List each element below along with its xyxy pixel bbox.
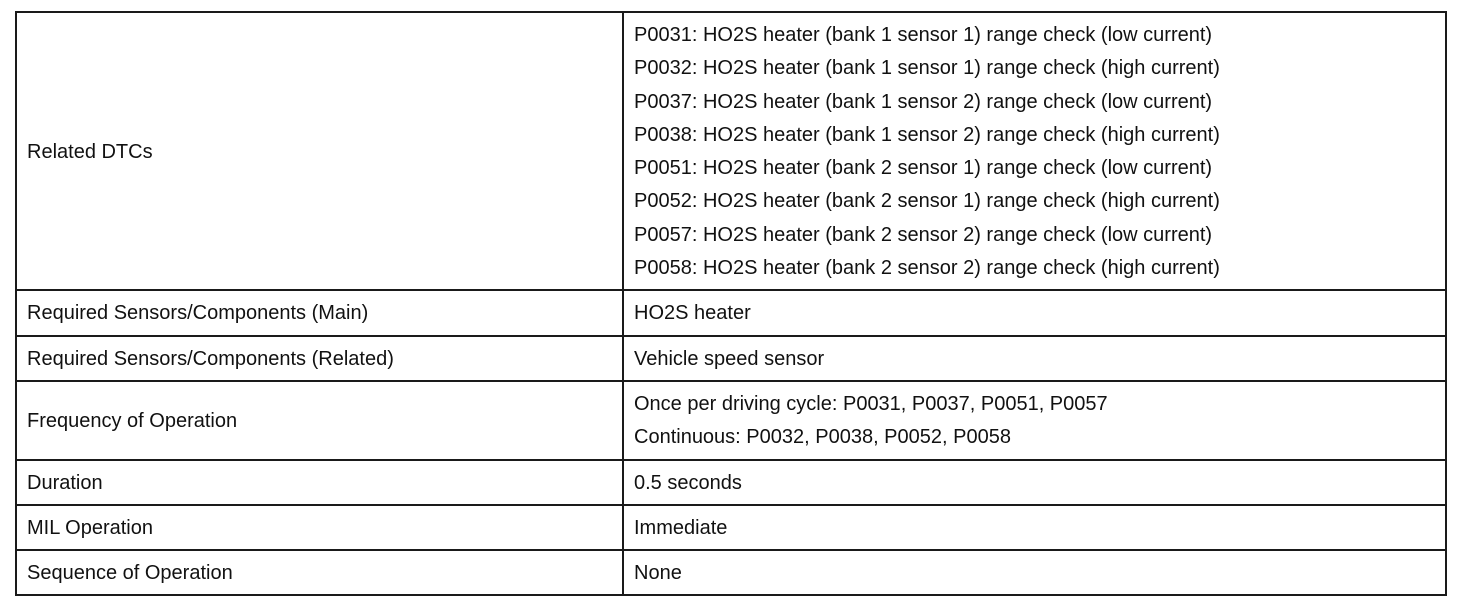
row-value xyxy=(623,12,1446,290)
dtc-line: P0038: HO2S heater (bank 1 sensor 2) range check (high current) xyxy=(634,123,1220,146)
table-row-related-components xyxy=(16,336,1446,381)
row-label: MIL Operation xyxy=(16,505,623,550)
value-line: Immediate xyxy=(634,516,728,539)
row-label: Required Sensors/Components (Main) xyxy=(16,290,623,335)
value-line: 0.5 seconds xyxy=(634,471,742,494)
row-value xyxy=(623,460,1446,505)
table-row-sequence xyxy=(16,550,1446,595)
row-value xyxy=(623,381,1446,460)
value-line: Continuous: P0032, P0038, P0052, P0058 xyxy=(634,426,1011,449)
table-row-duration xyxy=(16,460,1446,505)
row-label: Related DTCs xyxy=(16,12,623,290)
dtc-line: P0032: HO2S heater (bank 1 sensor 1) range check (high current) xyxy=(634,57,1220,80)
dtc-line: P0052: HO2S heater (bank 2 sensor 1) range check (high current) xyxy=(634,190,1220,213)
monitor-spec-table xyxy=(15,11,1447,596)
value-line: HO2S heater xyxy=(634,302,751,325)
dtc-line: P0058: HO2S heater (bank 2 sensor 2) range check (high current) xyxy=(634,257,1220,280)
table-row-main-components xyxy=(16,290,1446,335)
value-line: Vehicle speed sensor xyxy=(634,347,825,370)
value-line: None xyxy=(634,562,682,585)
row-label: Sequence of Operation xyxy=(16,550,623,595)
row-value xyxy=(623,336,1446,381)
row-label: Duration xyxy=(16,460,623,505)
row-value xyxy=(623,550,1446,595)
dtc-line: P0057: HO2S heater (bank 2 sensor 2) range check (low current) xyxy=(634,223,1213,246)
dtc-line: P0031: HO2S heater (bank 1 sensor 1) range check (low current) xyxy=(634,24,1213,46)
row-label: Frequency of Operation xyxy=(16,381,623,460)
dtc-line: P0037: HO2S heater (bank 1 sensor 2) range check (low current) xyxy=(634,90,1213,113)
row-label: Required Sensors/Components (Related) xyxy=(16,336,623,381)
table-row-mil-operation xyxy=(16,505,1446,550)
dtc-line: P0051: HO2S heater (bank 2 sensor 1) range check (low current) xyxy=(634,157,1213,180)
row-value xyxy=(623,505,1446,550)
table-row-related-dtcs xyxy=(16,12,1446,290)
row-value xyxy=(623,290,1446,335)
table-row-frequency xyxy=(16,381,1446,460)
value-line: Once per driving cycle: P0031, P0037, P0051, P0057 xyxy=(634,392,1108,415)
